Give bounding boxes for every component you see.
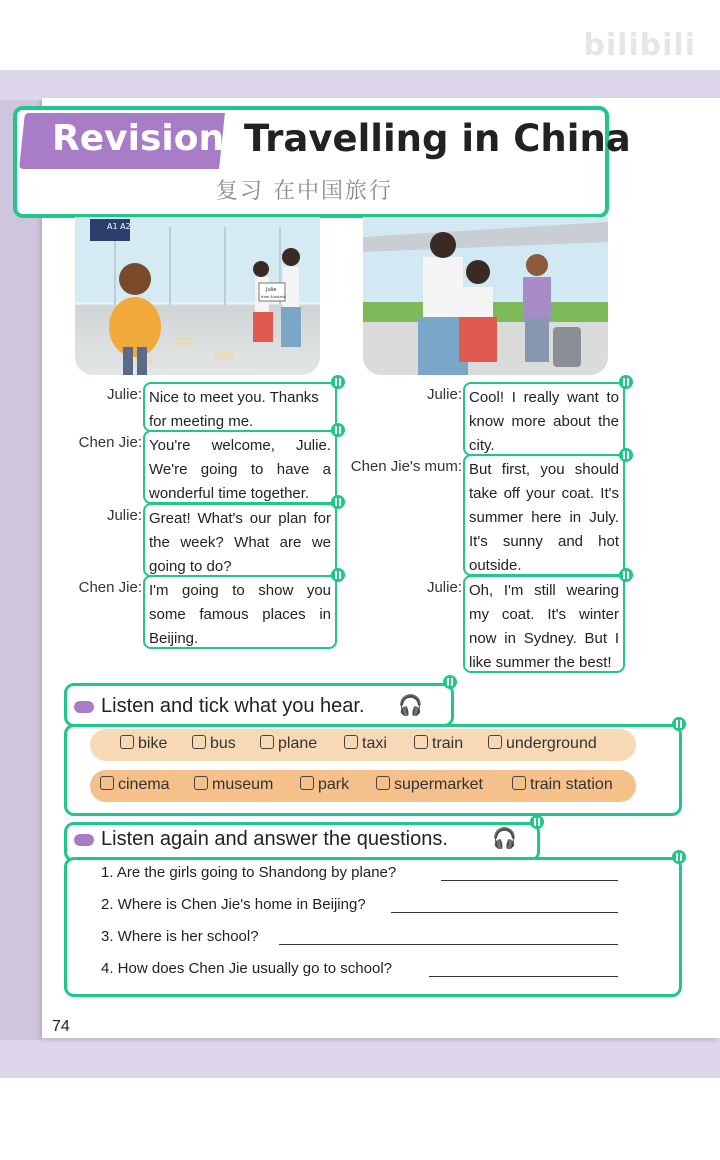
bilibili-watermark: bilibili bbox=[583, 28, 696, 63]
option-label: underground bbox=[506, 735, 597, 752]
audio-icon[interactable] bbox=[619, 448, 633, 462]
welcome-sign-from: from Australia bbox=[261, 295, 286, 299]
listen-tick-instruction: Listen and tick what you hear. bbox=[101, 695, 365, 717]
question: 4. How does Chen Jie usually go to school? bbox=[101, 960, 393, 977]
question: 2. Where is Chen Jie's home in Beijing? bbox=[101, 896, 366, 913]
bullet-dot bbox=[74, 834, 94, 846]
option-taxi[interactable] bbox=[344, 735, 387, 753]
option-label: cinema bbox=[118, 776, 170, 793]
checkbox[interactable] bbox=[120, 735, 134, 749]
audio-icon[interactable] bbox=[443, 675, 457, 689]
question: 3. Where is her school? bbox=[101, 928, 259, 945]
page-title: Travelling in China bbox=[244, 117, 631, 160]
dialogue-bubble: Nice to meet you. Thanks for meeting me. bbox=[143, 382, 337, 432]
option-supermarket[interactable] bbox=[376, 776, 483, 794]
headphones-icon: 🎧 bbox=[492, 828, 517, 850]
audio-icon[interactable] bbox=[530, 815, 544, 829]
speaker-label: Julie: bbox=[106, 386, 142, 403]
bottom-area bbox=[0, 1078, 720, 1160]
dialogue-bubble: Great! What's our plan for the week? What are we going to do? bbox=[143, 503, 337, 577]
speaker-label: Julie: bbox=[426, 579, 462, 596]
audio-icon[interactable] bbox=[331, 375, 345, 389]
page-edge bbox=[0, 100, 42, 1040]
checkbox[interactable] bbox=[194, 776, 208, 790]
welcome-sign-name: Julie bbox=[266, 287, 277, 293]
option-label: train bbox=[432, 735, 464, 752]
speaker-label: Chen Jie: bbox=[78, 579, 142, 596]
answer-line[interactable] bbox=[279, 944, 618, 945]
airport-illustration bbox=[75, 217, 320, 375]
chen-jie-figure bbox=[459, 317, 497, 362]
option-bus[interactable] bbox=[192, 735, 236, 753]
option-park[interactable] bbox=[300, 776, 349, 794]
audio-icon[interactable] bbox=[331, 423, 345, 437]
checkbox[interactable] bbox=[300, 776, 314, 790]
option-label: taxi bbox=[362, 735, 387, 752]
dialogue-bubble: You're welcome, Julie. We're going to have a wonderful time together. bbox=[143, 430, 337, 504]
option-label: museum bbox=[212, 776, 274, 793]
dialogue-bubble: Cool! I really want to know more about the city. bbox=[463, 382, 625, 456]
speaker-label: Chen Jie: bbox=[78, 434, 142, 451]
headphones-icon: 🎧 bbox=[398, 695, 423, 717]
option-train-station[interactable] bbox=[512, 776, 613, 794]
option-label: bus bbox=[210, 735, 236, 752]
checkbox[interactable] bbox=[100, 776, 114, 790]
option-label: bike bbox=[138, 735, 168, 752]
julie-figure bbox=[109, 297, 161, 357]
audio-icon[interactable] bbox=[331, 568, 345, 582]
checkbox[interactable] bbox=[414, 735, 428, 749]
dialogue-bubble: But first, you should take off your coat. It's summer here in July. It's sunny and hot outside. bbox=[463, 454, 625, 576]
option-label: supermarket bbox=[394, 776, 483, 793]
audio-icon[interactable] bbox=[672, 850, 686, 864]
page-title-chinese: 复习 在中国旅行 bbox=[216, 179, 393, 204]
audio-icon[interactable] bbox=[331, 495, 345, 509]
answer-line[interactable] bbox=[441, 880, 618, 881]
option-museum[interactable] bbox=[194, 776, 273, 794]
option-train[interactable] bbox=[414, 735, 463, 753]
top-bar bbox=[0, 0, 720, 70]
mum-figure bbox=[423, 257, 463, 327]
options-row-2 bbox=[90, 770, 636, 802]
option-plane[interactable] bbox=[260, 735, 317, 753]
checkbox[interactable] bbox=[344, 735, 358, 749]
answer-line[interactable] bbox=[429, 976, 618, 977]
speaker-label: Julie: bbox=[106, 507, 142, 524]
gate-sign-text: A1 A2 bbox=[107, 222, 131, 231]
checkbox[interactable] bbox=[376, 776, 390, 790]
revision-label: Revision bbox=[52, 118, 225, 159]
outside-airport-illustration bbox=[363, 217, 608, 375]
answer-line[interactable] bbox=[391, 912, 618, 913]
dialogue-bubble: Oh, I'm still wearing my coat. It's winter now in Sydney. But I like summer the best! bbox=[463, 575, 625, 673]
checkbox[interactable] bbox=[488, 735, 502, 749]
page-number: 74 bbox=[52, 1018, 70, 1035]
question: 1. Are the girls going to Shandong by plane? bbox=[101, 864, 397, 881]
checkbox[interactable] bbox=[260, 735, 274, 749]
option-cinema[interactable] bbox=[100, 776, 170, 794]
option-label: park bbox=[318, 776, 350, 793]
bullet-dot bbox=[74, 701, 94, 713]
option-underground[interactable] bbox=[488, 735, 597, 753]
audio-icon[interactable] bbox=[619, 568, 633, 582]
speaker-label: Julie: bbox=[426, 386, 462, 403]
dialogue-bubble: I'm going to show you some famous places in Beijing. bbox=[143, 575, 337, 649]
outside-scene-svg bbox=[363, 217, 608, 375]
audio-icon[interactable] bbox=[672, 717, 686, 731]
airport-scene-svg bbox=[75, 217, 320, 375]
listen-again-instruction: Listen again and answer the questions. bbox=[101, 828, 448, 850]
options-row-1 bbox=[90, 729, 636, 761]
speaker-label: Chen Jie's mum: bbox=[350, 458, 462, 475]
checkbox[interactable] bbox=[512, 776, 526, 790]
option-label: plane bbox=[278, 735, 318, 752]
checkbox[interactable] bbox=[192, 735, 206, 749]
julie-right-figure bbox=[525, 317, 549, 362]
audio-icon[interactable] bbox=[619, 375, 633, 389]
option-label: train station bbox=[530, 776, 613, 793]
option-bike[interactable] bbox=[120, 735, 167, 753]
